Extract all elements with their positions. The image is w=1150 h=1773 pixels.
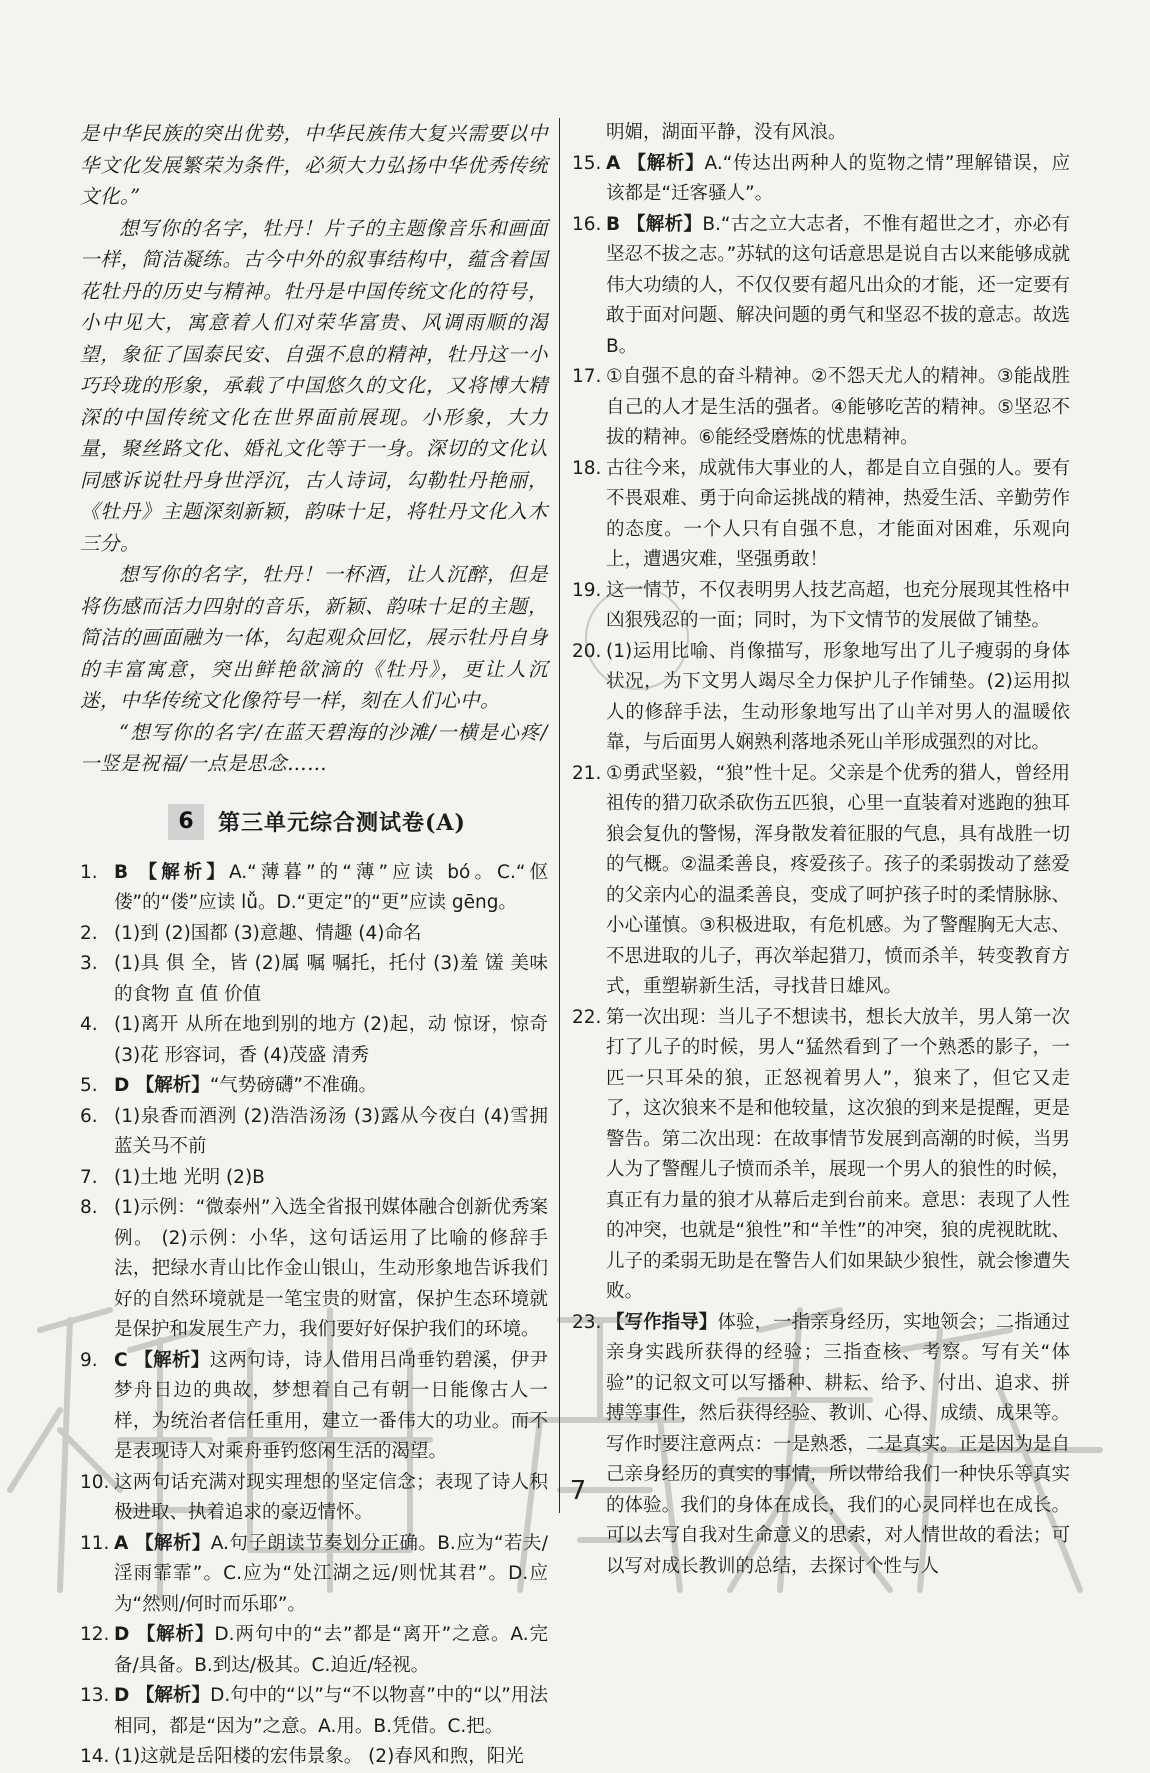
answer-item: 10. 这两句话充满对现实理想的坚定信念；表现了诗人积极进取、执着追求的豪迈情怀。 (80, 1471, 548, 1523)
essay-paragraph: 想写你的名字，牡丹！片子的主题像音乐和画面一样，简洁凝练。古今中外的叙事结构中，蕴含着国花牡丹的历史与精神。牡丹是中国传统文化的符号，小中见大，寓意着人们对荣华富贵、风调雨顺的渴望，象征了国泰民安、自强不息的精神，牡丹这一小巧玲珑的形象，承载了中国悠久的文化，又将博大精深的中国传统文化在世界面前展现。小形象，大力量，聚丝路文化、婚礼文化等于一身。深切的文化认同感诉说牡丹身世浮沉，古人诗词，勾勒牡丹艳丽，《牡丹》主题深刻新颖，韵味十足，将牡丹文化入木三分。 (80, 216, 548, 555)
answer-item: 17. ①自强不息的奋斗精神。②不怨天尤人的精神。③能战胜自己的人才是生活的强者。④能够吃苦的精神。⑤坚忍不拔的精神。⑥能经受磨炼的忧患精神。 (572, 366, 1070, 448)
answer-item: 12. D 【解析】D.两句中的“去”都是“离开”之意。A.完备/具备。B.到达/极其。C.迫近/轻视。 (80, 1624, 548, 1676)
page-number: 7 (569, 1476, 587, 1506)
left-column (80, 118, 548, 1773)
right-column (572, 118, 1070, 1582)
answer-item: 18. 古往今来，成就伟大事业的人，都是自立自强的人。要有不畏艰难、勇于向命运挑战的精神，热爱生活、辛勤劳作的态度。一个人只有自强不息，才能面对困难，乐观向上，遭遇灾难，坚强勇敢！ (572, 457, 1070, 570)
answer-item: 5. D 【解析】“气势磅礴”不准确。 (80, 1075, 377, 1096)
answer-item: 19. 这一情节，不仅表明男人技艺高超，也充分展现其性格中凶狠残忍的一面；同时，为下文情节的发展做了铺垫。 (572, 579, 1070, 631)
essay-paragraph: 想写你的名字，牡丹！一杯酒，让人沉醉，但是将伤感而活力四射的音乐，新颖、韵味十足的主题，简洁的画面融为一体，勾起观众回忆，展示牡丹自身的丰富寓意，突出鲜艳欲滴的《牡丹》，更让人沉迷，中华传统文化像符号一样，刻在人们心中。 (80, 563, 548, 712)
answer-item: 1. B 【解析】A.“薄暮”的“薄”应读 bó。C.“伛偻”的“偻”应读 lǚ。D.“更定”的“更”应读 gēng。 (80, 861, 549, 913)
faint-stamp (585, 586, 689, 690)
answer-list (80, 858, 548, 1773)
section-title: 第三单元综合测试卷(A) (218, 810, 466, 836)
answer-item: 21. ①勇武坚毅，“狼”性十足。父亲是个优秀的猎人，曾经用祖传的猎刀砍杀砍伤五匹狼，心里一直装着对逃跑的独耳狼会复仇的警惕，浑身散发着征服的气息，具有战胜一切的气概。②温柔善良，疼爱孩子。孩子的柔弱拨动了慈爱的父亲内心的温柔善良，变成了呵护孩子时的柔情脉脉、小心谨慎。③积极进取，有危机感。为了警醒胸无大志、不思进取的儿子，再次举起猎刀，愤而杀羊，转变教育方式，重塑崭新生活，寻找昔日雄风。 (572, 762, 1070, 997)
answer-item: 7. (1)土地 光明 (2)B (80, 1166, 265, 1188)
answer-item: 9. C 【解析】这两句诗，诗人借用吕尚垂钓碧溪，伊尹梦舟日边的典故，梦想着自己有朝一日能像古人一样，为统治者信任重用，建立一番伟大的功业。而不是表现诗人对乘舟垂钓悠闲生活的渴望。 (80, 1349, 548, 1462)
answer-continuation: 明媚，湖面平静，没有风浪。 (606, 122, 847, 143)
answer-item: 20. (1)运用比喻、肖像描写，形象地写出了儿子瘦弱的身体状况，为下文男人竭尽全力保护儿子作铺垫。(2)运用拟人的修辞手法，生动形象地写出了山羊对男人的温暖依靠，与后面男人娴熟利落地杀死山羊形成强烈的对比。 (572, 640, 1070, 753)
section-number: 6 (168, 804, 204, 840)
essay-paragraph: “想写你的名字/在蓝天碧海的沙滩/一横是心疼/一竖是祝福/一点是思念…… (80, 720, 548, 775)
answer-item: 14. (1)这就是岳阳楼的宏伟景象。 (2)春风和煦，阳光 (80, 1746, 524, 1767)
answer-item: 4. (1)离开 从所在地到别的地方 (2)起，动 惊讶，惊奇 (3)花 形容词，香 (4)茂盛 清秀 (80, 1014, 548, 1066)
answer-item: 6. (1)泉香而酒洌 (2)浩浩汤汤 (3)露从今夜白 (4)雪拥蓝关马不前 (80, 1105, 548, 1157)
answer-item: 2. (1)到 (2)国都 (3)意趣、情趣 (4)命名 (80, 922, 422, 944)
section-header (168, 804, 548, 840)
answer-item: 16. B 【解析】B.“古之立大志者，不惟有超世之才，亦必有坚忍不拔之志。”苏轼的这句话意思是说自古以来能够成就伟大功绩的人，不仅仅要有超凡出众的才能，还一定要有敢于面对问题、解决问题的勇气和坚忍不拔的意志。故选 B。 (572, 213, 1070, 357)
answer-item: 3. (1)具 俱 全，皆 (2)属 嘱 嘱托，托付 (3)羞 馐 美味的食物 直 值 价值 (80, 953, 548, 1005)
column-divider (559, 118, 560, 1513)
answer-item: 15. A 【解析】A.“传达出两种人的览物之情”理解错误，应该都是“迁客骚人”。 (572, 152, 1070, 204)
answer-list (572, 149, 1070, 1583)
essay-paragraph: 是中华民族的突出优势，中华民族伟大复兴需要以中华文化发展繁荣为条件，必须大力弘扬中华优秀传统文化。” (80, 122, 548, 208)
answer-item: 11. A 【解析】A.句子朗读节奏划分正确。B.应为“若夫/淫雨霏霏”。C.应为“处江湖之远/则忧其君”。D.应为“然则/何时而乐耶”。 (80, 1532, 548, 1615)
answer-item: 23. 【写作指导】体验，一指亲身经历，实地领会；二指通过亲身实践所获得的经验；三指查核、考察。写有关“体验”的记叙文可以写播种、耕耘、给予、付出、追求、拼搏等事件，然后获得经验、教训、心得、成绩、成果等。写作时要注意两点：一是熟悉，二是真实。正是因为是自己亲身经历的真实的事情，所以带给我们一种快乐等真实的体验。我们的身体在成长，我们的心灵同样也在成长。可以去写自我对生命意义的思索，对人情世故的看法；可以写对成长教训的总结，去探讨个性与人 (572, 1311, 1070, 1577)
answer-item: 8. (1)示例：“微泰州”入选全省报刊媒体融合创新优秀案例。 (2)示例：小华，这句话运用了比喻的修辞手法，把绿水青山比作金山银山，生动形象地告诉我们好的自然环境就是一笔宝贵的财富，保护生态环境就是保护和发展生产力，我们要好好保护我们的环境。 (80, 1197, 548, 1340)
answer-item: 13. D 【解析】D.句中的“以”与“不以物喜”中的“以”用法相同，都是“因为”之意。A.用。B.凭借。C.把。 (80, 1685, 548, 1737)
answer-item: 22. 第一次出现：当儿子不想读书，想长大放羊，男人第一次打了儿子的时候，男人“猛然看到了一个熟悉的影子，一匹一只耳朵的狼，正怒视着男人”，狼来了，但它又走了，这次狼来不是和他较量，这次狼的到来是提醒，更是警告。第二次出现：在故事情节发展到高潮的时候，当男人为了警醒儿子愤而杀羊，展现一个男人的狼性的时候，真正有力量的狼才从幕后走到台前来。意思：表现了人性的冲突，也就是“狼性”和“羊性”的冲突，狼的虎视眈眈、儿子的柔弱无助是在警告人们如果缺少狼性，就会惨遭失败。 (572, 1006, 1070, 1302)
